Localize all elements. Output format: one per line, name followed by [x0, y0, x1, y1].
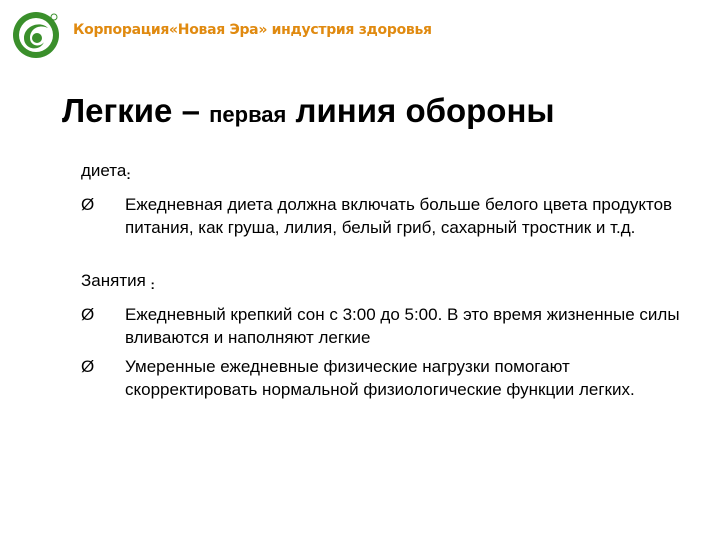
activity-label-text: Занятия	[81, 271, 146, 290]
diet-colon: :	[126, 167, 133, 182]
brand-name: Новая Эра	[177, 22, 259, 38]
brand-part-2: индустрия здоровья	[267, 22, 432, 38]
brand-part-1: Корпорация	[73, 22, 170, 38]
title-part-1: Легкие –	[62, 92, 210, 129]
title-part-2: первая	[209, 102, 287, 127]
bullet-icon: Ø	[81, 357, 95, 376]
activity-label	[81, 270, 157, 294]
brand-tagline	[73, 22, 432, 38]
diet-item-1: Ежедневная диета должна включать больше белого цвета продуктов питания, как груша, лилия, белый гриб, сахарный тростник и т.д.	[125, 195, 673, 237]
diet-label	[81, 160, 133, 184]
title-part-3: линия обороны	[286, 92, 555, 129]
brand-quote-open: «	[169, 22, 178, 38]
activity-item-1: Ежедневный крепкий сон с 3:00 до 5:00. В это время жизненные силы вливаются и наполняют легкие	[125, 305, 680, 347]
bullet-icon: Ø	[81, 305, 95, 324]
activity-colon: :	[150, 277, 157, 292]
bullet-icon: Ø	[81, 195, 95, 214]
slide-title	[62, 92, 555, 130]
diet-label-text: диета	[81, 161, 127, 180]
green-swirl-logo-icon	[10, 8, 62, 60]
activity-item-2: Умеренные ежедневные физические нагрузки помогают скорректировать нормальной физиологические функции легких.	[125, 357, 635, 399]
brand-quote-close: »	[258, 22, 268, 38]
